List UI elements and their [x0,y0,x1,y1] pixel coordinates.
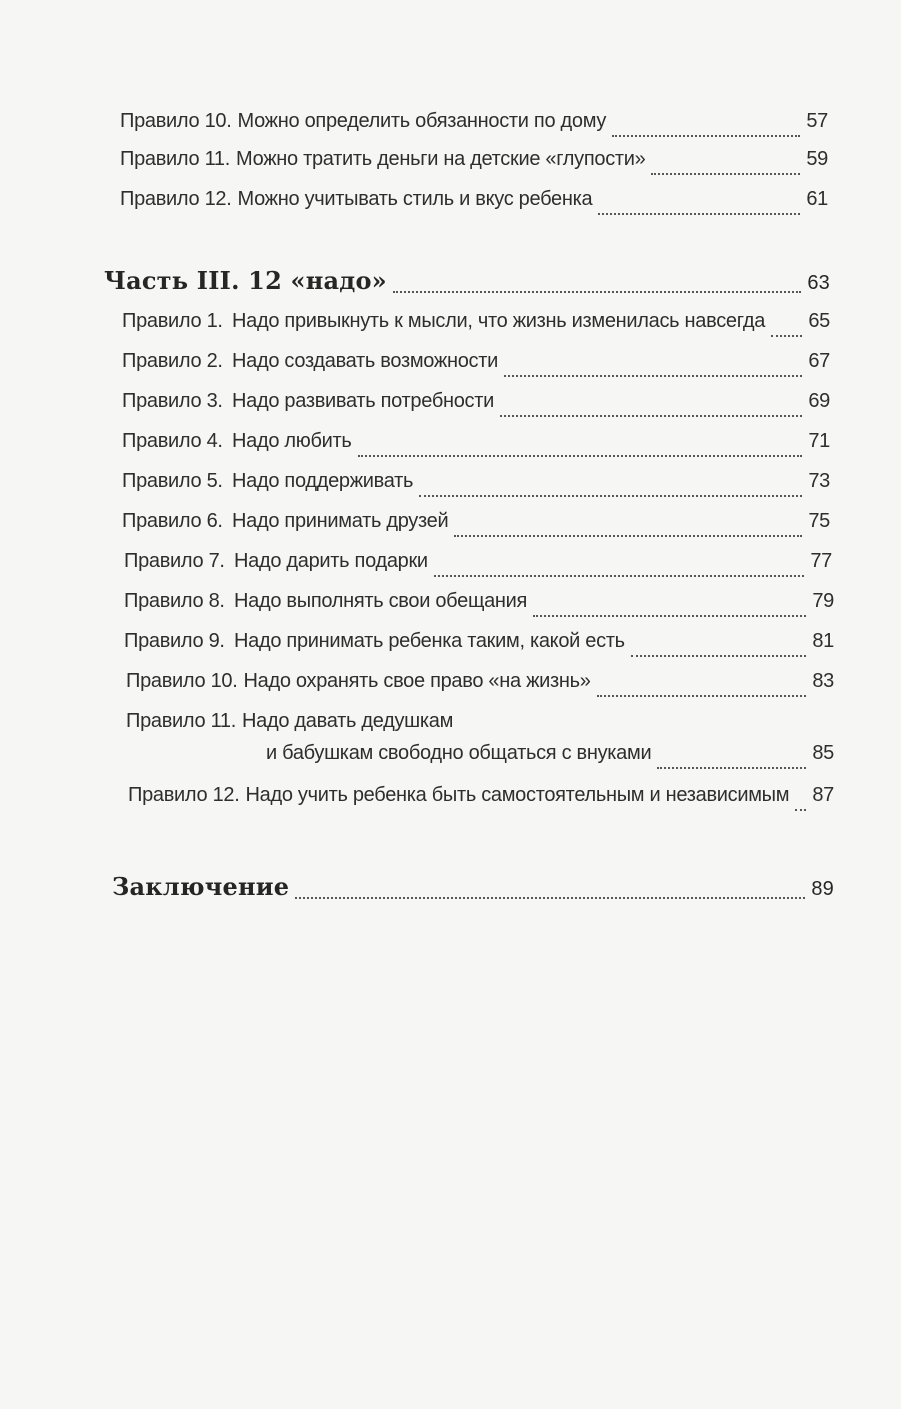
dot-leader [651,173,800,175]
page-number: 63 [807,272,830,294]
rule-title: Надо принимать ребенка таким, какой есть [234,630,625,652]
dot-leader [393,291,801,293]
dot-leader [434,575,805,577]
rule-number: Правило 11. [126,710,237,732]
dot-leader [419,495,802,497]
page-number: 79 [812,590,834,612]
toc-entry[interactable] [0,110,828,150]
dot-leader [771,335,802,337]
page-number: 65 [808,310,830,332]
page-number: 89 [811,878,834,900]
rule-title: Можно определить обязанности по дому [237,110,607,132]
rule-title: Надо любить [232,430,352,452]
page-number: 77 [810,550,832,572]
page-number: 85 [812,742,834,764]
rule-number: Правило 7. [124,550,225,572]
toc-conclusion[interactable] [0,872,834,912]
dot-leader [597,695,807,697]
dot-leader [533,615,806,617]
page-number: 87 [812,784,834,806]
rule-number: Правило 9. [124,630,225,652]
page-number: 61 [806,188,828,210]
rule-number: Правило 12. [120,188,232,210]
rule-number: Правило 1. [122,310,223,332]
part-title: Часть III. 12 «надо» [104,266,387,295]
toc-entry[interactable] [0,590,834,630]
page-number: 69 [808,390,830,412]
rule-title: Надо давать дедушкам [242,710,454,732]
page-number: 73 [808,470,830,492]
page-number: 59 [806,148,828,170]
toc-entry[interactable] [0,310,830,350]
rule-title: Надо охранять свое право «на жизнь» [243,670,591,692]
rule-number: Правило 6. [122,510,223,532]
dot-leader [612,135,800,137]
dot-leader [504,375,802,377]
toc-entry[interactable] [0,350,830,390]
dot-leader [598,213,800,215]
page-number: 71 [808,430,830,452]
toc-entry[interactable] [0,784,834,824]
dot-leader [500,415,802,417]
rule-number: Правило 11. [120,148,231,170]
rule-number: Правило 3. [122,390,223,412]
page-number: 75 [808,510,830,532]
conclusion-title: Заключение [112,872,290,901]
rule-title: Надо привыкнуть к мысли, что жизнь изменилась навсегда [232,310,766,332]
rule-title: Надо принимать друзей [232,510,449,532]
dot-leader [454,535,802,537]
toc-entry[interactable] [0,148,828,188]
dot-leader [657,767,806,769]
rule-title: Надо дарить подарки [234,550,428,572]
rule-title: Надо выполнять свои обещания [234,590,528,612]
toc-entry-line2[interactable] [0,742,834,782]
rule-number: Правило 5. [122,470,223,492]
toc-entry[interactable] [0,390,830,430]
rule-number: Правило 10. [120,110,232,132]
toc-entry[interactable] [0,188,828,228]
rule-number: Правило 4. [122,430,223,452]
page-number: 67 [808,350,830,372]
dot-leader [295,897,805,899]
page-number: 81 [812,630,834,652]
toc-entry[interactable] [0,630,834,670]
toc-entry[interactable] [0,670,834,710]
toc-entry[interactable] [0,550,832,590]
rule-number: Правило 2. [122,350,223,372]
toc-entry[interactable] [0,430,830,470]
rule-title-continued: и бабушкам свободно общаться с внуками [266,742,652,764]
toc-entry[interactable] [0,470,830,510]
dot-leader [631,655,807,657]
rule-title: Надо создавать возможности [232,350,498,372]
rule-title: Надо поддерживать [232,470,414,492]
rule-title: Можно тратить деньги на детские «глупости» [236,148,646,170]
dot-leader [795,809,806,811]
rule-number: Правило 12. [128,784,240,806]
rule-number: Правило 10. [126,670,238,692]
rule-title: Надо развивать потребности [232,390,494,412]
toc-part-heading[interactable] [0,266,830,306]
rule-title: Надо учить ребенка быть самостоятельным и независимым [245,784,790,806]
rule-title: Можно учитывать стиль и вкус ребенка [237,188,593,210]
toc-entry[interactable] [0,510,830,550]
rule-number: Правило 8. [124,590,225,612]
page-number: 57 [806,110,828,132]
dot-leader [358,455,803,457]
page-number: 83 [812,670,834,692]
